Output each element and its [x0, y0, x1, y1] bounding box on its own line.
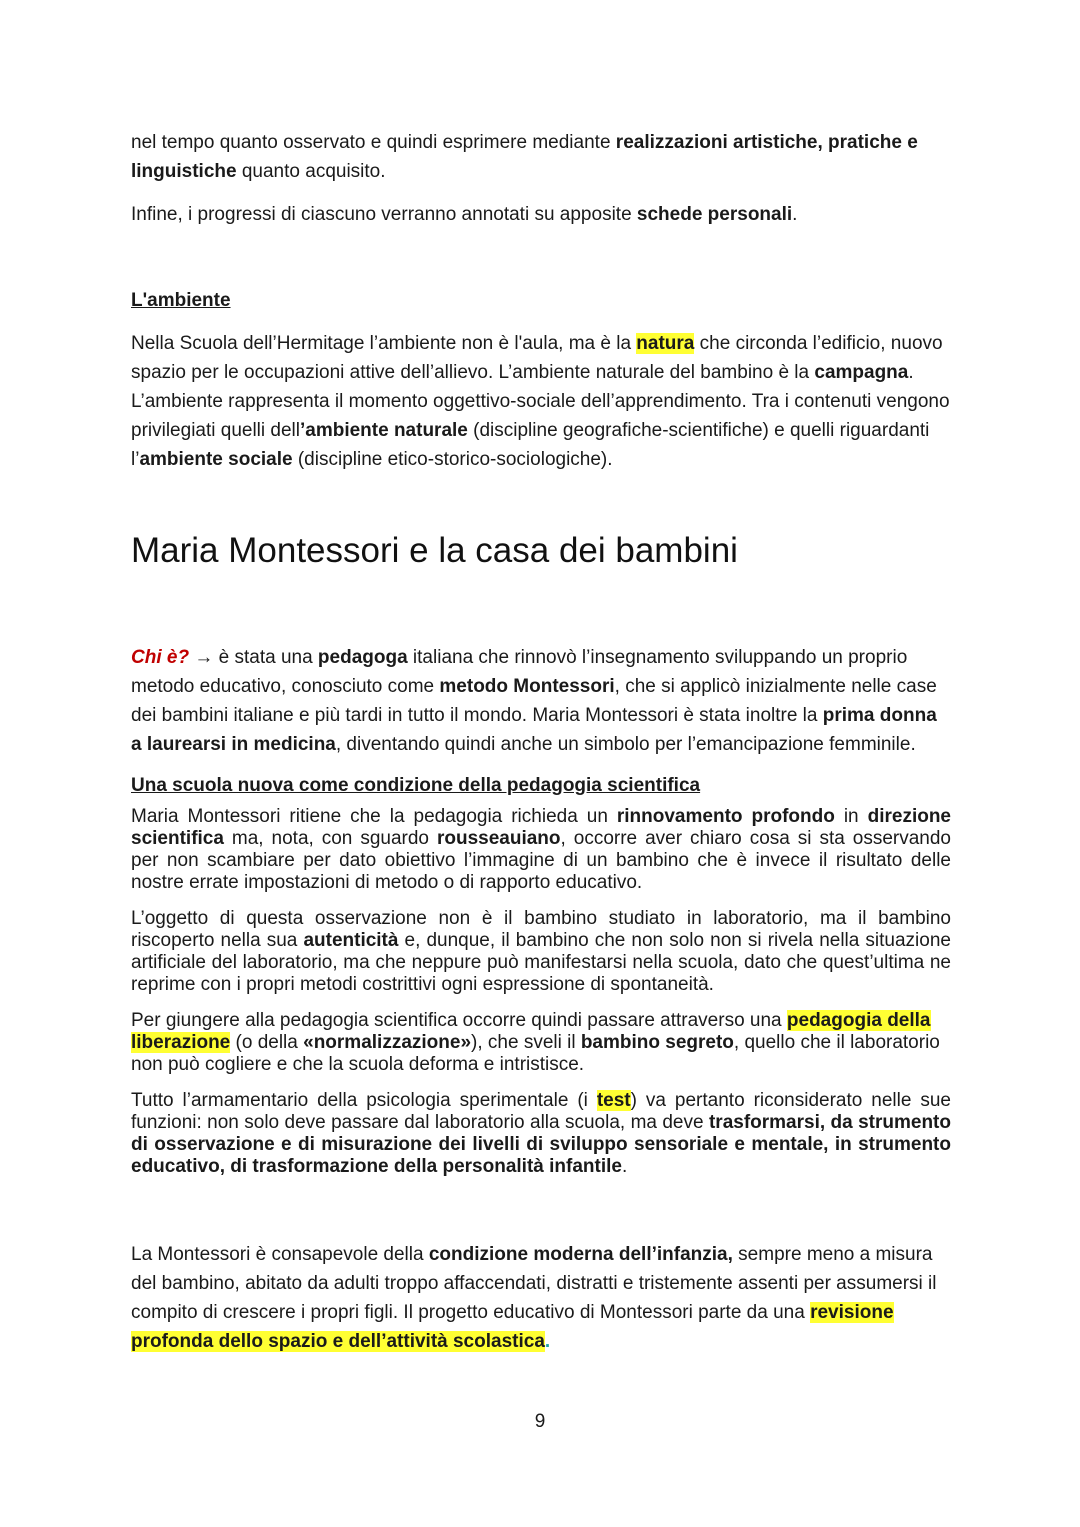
arrow-icon: →: [189, 647, 219, 668]
scuola-paragraph-4: Tutto l’armamentario della psicologia sperimentale (i test) va pertanto riconsiderato nelle sue funzioni: non solo deve passare dal laboratorio alla scuola, ma deve trasformarsi, da strumento di osservazione e di misurazione dei livelli di sviluppo sensoriale e mentale, in strumento educativo, di trasformazione della personalità infantile.: [131, 1090, 951, 1177]
scuola-nuova-body: [131, 806, 951, 1178]
scuola-paragraph-1: Maria Montessori ritiene che la pedagogia richieda un rinnovamento profondo in direzione scientifica ma, nota, con sguardo rousseauiano, occorre aver chiaro cosa si sta osservando per non scambiare per dato obiettivo l’immagine di un bambino che è invece il risultato delle nostre errate impostazioni di metodo o di rapporto educativo.: [131, 806, 951, 893]
intro-paragraph-2: Infine, i progressi di ciascuno verranno annotati su apposite schede personali.: [131, 204, 798, 225]
intro-paragraph-1: nel tempo quanto osservato e quindi esprimere mediante realizzazioni artistiche, pratiche e linguistiche quanto acquisito.: [131, 132, 918, 182]
chi-e-paragraph: Chi è? → è stata una pedagoga italiana che rinnovò l’insegnamento sviluppando un proprio metodo educativo, conosciuto come metodo Montessori, che si applicò inizialmente nelle case dei bambini italiane e più tardi in tutto il mondo. Maria Montessori è stata inoltre la prima donna a laurearsi in medicina, diventando quindi anche un simbolo per l’emancipazione femminile.: [131, 647, 937, 755]
bold-text: realizzazioni artistiche, pratiche e linguistiche: [131, 132, 918, 182]
section-title: Maria Montessori e la casa dei bambini: [131, 531, 738, 570]
ambiente-paragraph: Nella Scuola dell’Hermitage l’ambiente non è l'aula, ma è la natura che circonda l’edificio, nuovo spazio per le occupazioni attive dell’allievo. L’ambiente naturale del bambino è la campagna. L’ambiente rappresenta il momento oggettivo-sociale dell’apprendimento. Tra i contenuti vengono privilegiati quelli dell’ambiente naturale (discipline geografiche-scientifiche) e quelli riguardanti l’ambiente sociale (discipline etico-storico-sociologiche).: [131, 333, 950, 470]
page-number: 9: [534, 1411, 546, 1432]
scuola-nuova-heading: Una scuola nuova come condizione della pedagogia scientifica: [131, 775, 701, 796]
scuola-paragraph-3: Per giungere alla pedagogia scientifica occorre quindi passare attraverso una pedagogia della liberazione (o della «normalizzazione»), che sveli il bambino segreto, quello che il laboratorio non può cogliere e che la scuola deforma e intristisce.: [131, 1010, 940, 1075]
chi-e-label: Chi è?: [131, 647, 190, 668]
highlighted-text: revisione profonda dello spazio e dell’attività scolastica: [131, 1302, 894, 1352]
ambiente-heading: L'ambiente: [131, 290, 231, 311]
highlighted-text: pedagogia della liberazione: [131, 1010, 931, 1053]
document-page: [131, 128, 951, 1356]
highlighted-text: natura: [636, 333, 695, 354]
highlighted-text: test: [596, 1090, 631, 1111]
closing-paragraph: La Montessori è consapevole della condizione moderna dell’infanzia, sempre meno a misura del bambino, abitato da adulti troppo affaccendati, distratti e tristemente assenti per assumersi il compito di crescere i propri figli. Il progetto educativo di Montessori parte da una revisione profonda dello spazio e dell’attività scolastica.: [131, 1244, 937, 1352]
scuola-paragraph-2: L’oggetto di questa osservazione non è il bambino studiato in laboratorio, ma il bambino riscoperto nella sua autenticità e, dunque, il bambino che non solo non si rivela nella situazione artificiale del laboratorio, ma che neppure può manifestarsi nella scuola, dato che quest’ultima ne reprime con i propri metodi costrittivi ogni espressione di spontaneità.: [131, 908, 951, 995]
bold-text: schede personali: [636, 204, 793, 225]
